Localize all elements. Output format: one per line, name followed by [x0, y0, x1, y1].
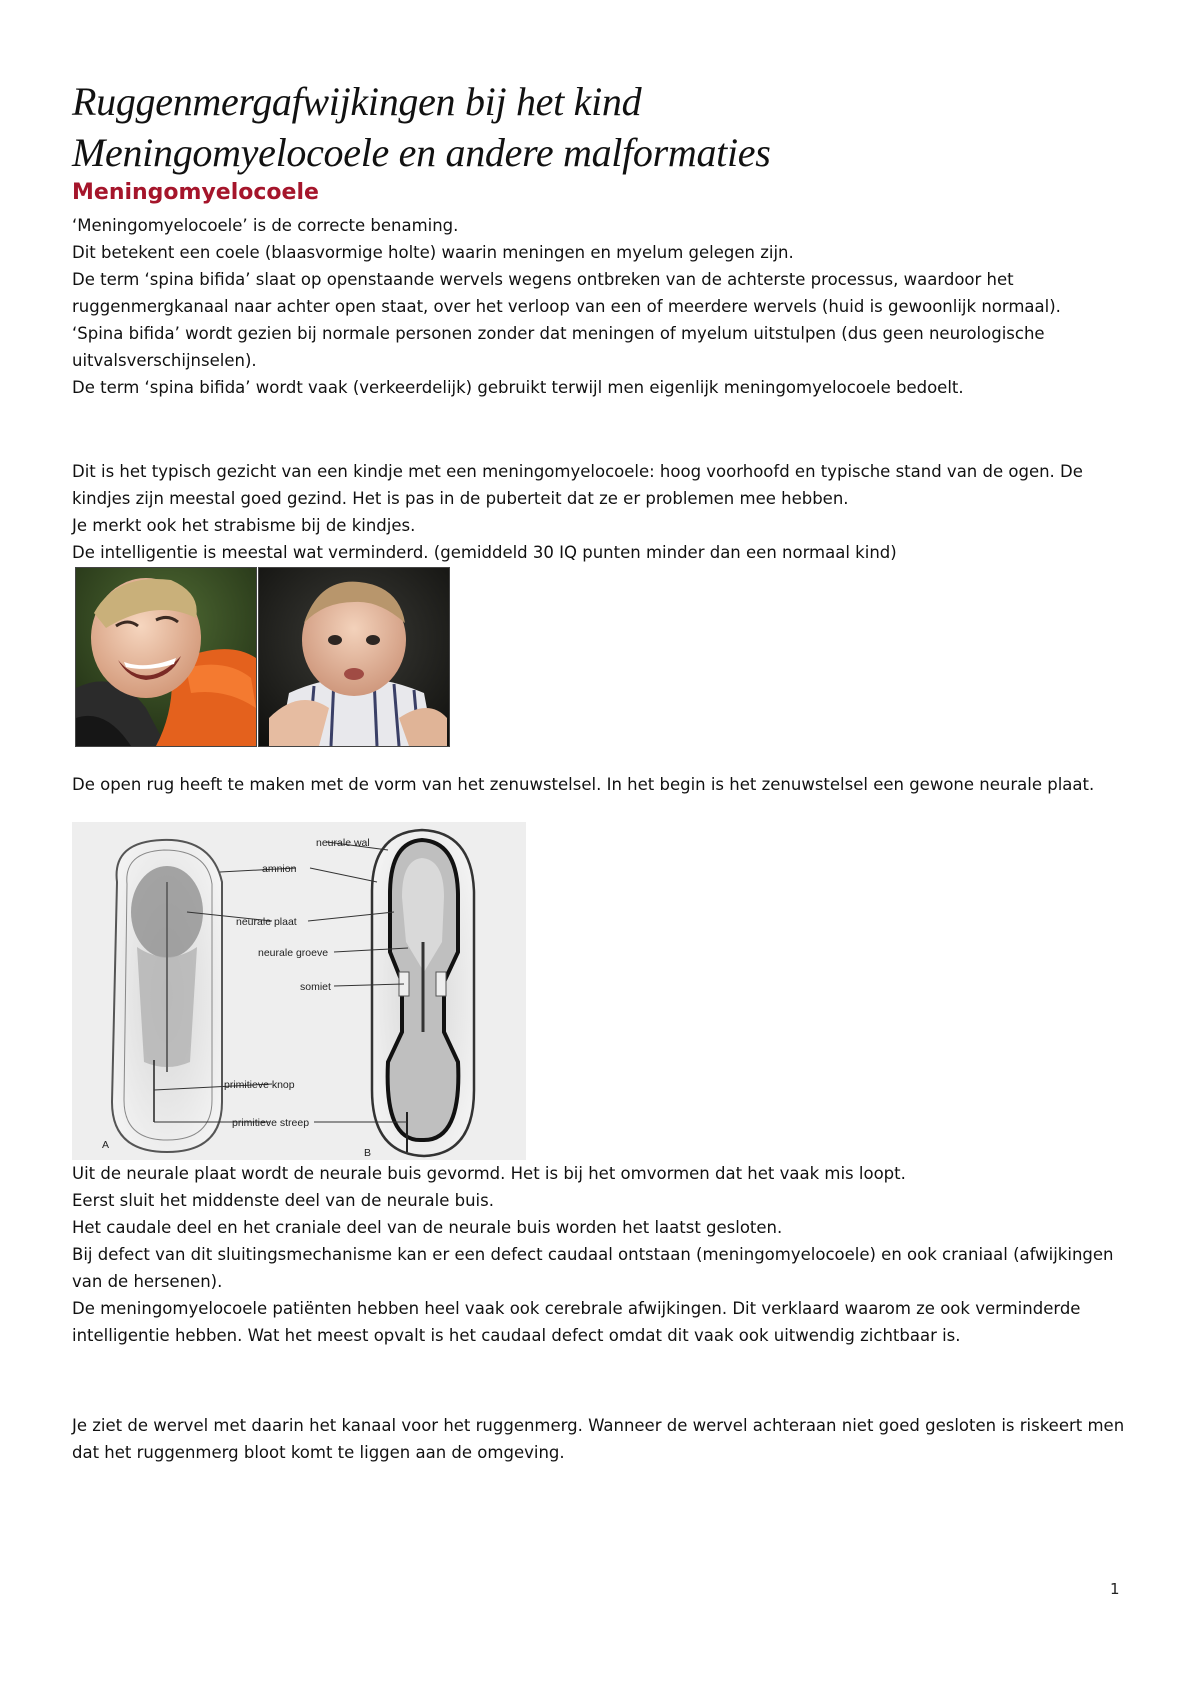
intro-paragraphs [72, 212, 1132, 401]
label-primitieve-knop: primitieve knop [224, 1079, 295, 1091]
paragraph: De open rug heeft te maken met de vorm van het zenuwstelsel. In het begin is het zenuwstelsel een gewone neurale plaat. [72, 775, 1095, 794]
paragraph: De term ‘spina bifida’ wordt vaak (verkeerdelijk) gebruikt terwijl men eigenlijk meningomyelocoele bedoelt. [72, 378, 964, 397]
paragraph: De meningomyelocoele patiënten hebben heel vaak ook cerebrale afwijkingen. Dit verklaard waarom ze ook verminderde intelligentie hebben. Wat het meest opvalt is het caudaal defect omdat dit vaak ook uitwendig zichtbaar is. [72, 1299, 1081, 1345]
paragraph: Eerst sluit het middenste deel van de neurale buis. [72, 1191, 494, 1210]
paragraph: Dit betekent een coele (blaasvormige holte) waarin meningen en myelum gelegen zijn. [72, 243, 794, 262]
vertebra-paragraph [72, 1412, 1132, 1466]
paragraph: Dit is het typisch gezicht van een kindje met een meningomyelocoele: hoog voorhoofd en typische stand van de ogen. De kindjes zijn meestal goed gezind. Het is pas in de puberteit dat ze er problemen mee hebben. [72, 462, 1083, 508]
paragraph: Je ziet de wervel met daarin het kanaal voor het ruggenmerg. Wanneer de wervel achteraan niet goed gesloten is riskeert men dat het ruggenmerg bloot komt te liggen aan de omgeving. [72, 1416, 1125, 1462]
paragraph: De intelligentie is meestal wat verminderd. (gemiddeld 30 IQ punten minder dan een normaal kind) [72, 543, 897, 562]
label-somiet: somiet [300, 981, 331, 993]
neural-tube-paragraphs [72, 1160, 1132, 1349]
label-primitieve-streep: primitieve streep [232, 1117, 310, 1129]
embryo-diagram [72, 822, 526, 1160]
paragraph: Uit de neurale plaat wordt de neurale buis gevormd. Het is bij het omvormen dat het vaak mis loopt. [72, 1164, 906, 1183]
section-heading: Meningomyelocoele [72, 180, 319, 205]
paragraph: ‘Spina bifida’ wordt gezien bij normale personen zonder dat meningen of myelum uitstulpen (dus geen neurologische uitvalsverschijnselen). [72, 324, 1045, 370]
paragraph: ‘Meningomyelocoele’ is de correcte benaming. [72, 216, 459, 235]
label-neurale-wal: neurale wal [316, 837, 370, 849]
page-number: 1 [1110, 1580, 1120, 1598]
paragraph: Het caudale deel en het craniale deel van de neurale buis worden het laatst gesloten. [72, 1218, 783, 1237]
label-amnion: amnion [262, 863, 297, 875]
child-photo-1 [75, 567, 257, 747]
paragraph: Bij defect van dit sluitingsmechanisme kan er een defect caudaal ontstaan (meningomyelocoele) en ook craniaal (afwijkingen van de hersenen). [72, 1245, 1114, 1291]
embryo-panel-a [112, 840, 222, 1152]
child-photo-2 [258, 567, 450, 747]
embryo-panel-b [372, 830, 474, 1156]
panel-label-a: A [102, 1139, 110, 1151]
neural-plate-paragraph [72, 771, 1132, 798]
label-neurale-groeve: neurale groeve [258, 947, 329, 959]
label-neurale-plaat: neurale plaat [236, 916, 297, 928]
title-line-1: Ruggenmergafwijkingen bij het kind [72, 79, 642, 124]
title-line-2: Meningomyelocoele en andere malformaties [72, 130, 771, 175]
paragraph: Je merkt ook het strabisme bij de kindjes. [72, 516, 416, 535]
face-description-paragraphs [72, 458, 1132, 566]
paragraph: De term ‘spina bifida’ slaat op openstaande wervels wegens ontbreken van de achterste processus, waardoor het ruggenmergkanaal naar achter open staat, over het verloop van een of meerdere wervels (huid is gewoonlijk normaal). [72, 270, 1061, 316]
panel-label-b: B [364, 1147, 372, 1159]
